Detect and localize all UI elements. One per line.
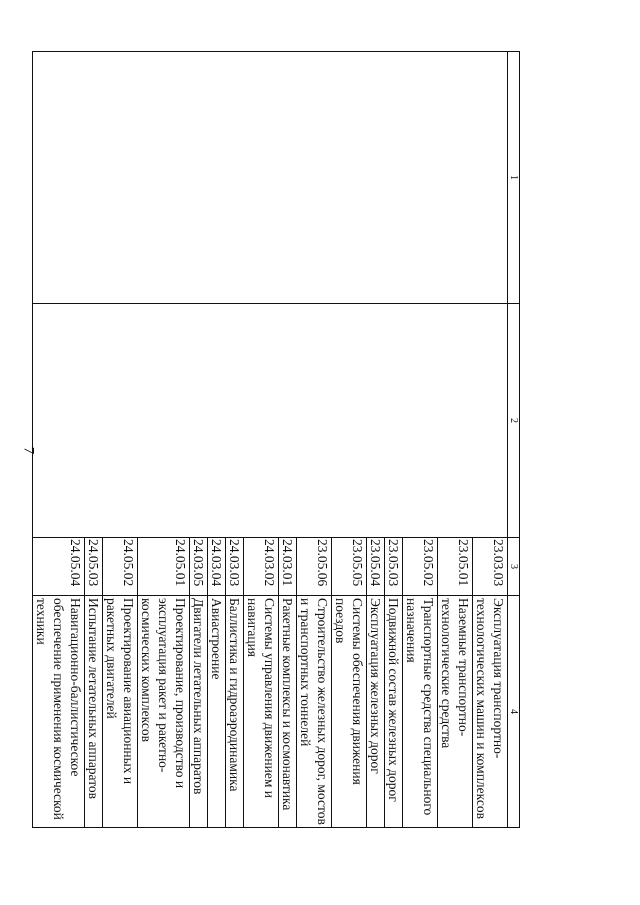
- specialty-name: Системы обеспечения движения поездов: [332, 596, 367, 828]
- specialty-name: Транспортные средства специального назначения: [403, 596, 438, 828]
- specialty-code: 23.05.01: [438, 538, 473, 596]
- page-number: 7: [20, 446, 37, 455]
- specialty-name: Подвижной состав железных дорог: [385, 596, 403, 828]
- specialty-code: 24.03.03: [226, 538, 244, 596]
- specialty-code: 24.03.04: [208, 538, 226, 596]
- specialty-name: Наземные транспортно-технологические средства: [438, 596, 473, 828]
- specialty-code: 23.03.03: [473, 538, 508, 596]
- specialty-name: Проектирование, производство и эксплуатация ракет и ракетно-космических комплексов: [138, 596, 190, 828]
- column-header-3: 3: [508, 538, 520, 596]
- specialty-name: Эксплуатация транспортно-технологических машин и комплексов: [473, 596, 508, 828]
- specialty-name: Проектирование авиационных и ракетных двигателей: [103, 596, 138, 828]
- specialty-name: Навигационно-баллистическое обеспечение применения космической техники: [33, 596, 85, 828]
- specialty-name: Строительство железных дорог, мостов и транспортных тоннелей: [297, 596, 332, 828]
- specialty-name: Эксплуатация железных дорог: [367, 596, 385, 828]
- specialty-name: Испытание летательных аппаратов: [85, 596, 103, 828]
- specialty-code: 23.05.03: [385, 538, 403, 596]
- specialty-code: 23.05.06: [297, 538, 332, 596]
- specialty-code: 24.05.03: [85, 538, 103, 596]
- table-body: [33, 52, 508, 828]
- specialty-name: Системы управления движением и навигация: [244, 596, 279, 828]
- column-header-2: 2: [508, 304, 520, 538]
- specialty-code: 23.05.02: [403, 538, 438, 596]
- specialty-code: 24.05.04: [33, 538, 85, 596]
- specialty-code: 23.05.05: [332, 538, 367, 596]
- specialty-name: Ракетные комплексы и космонавтика: [279, 596, 297, 828]
- column-header-4: 4: [508, 596, 520, 828]
- specialty-code: 24.03.01: [279, 538, 297, 596]
- specialty-code: 24.05.01: [138, 538, 190, 596]
- table-row: [473, 52, 508, 828]
- specialties-table: [32, 51, 520, 828]
- document-sheet: [34, 51, 520, 827]
- column-header-1: 1: [508, 52, 520, 304]
- specialty-code: 23.05.04: [367, 538, 385, 596]
- specialty-name: Баллистика и гидроаэродинамика: [226, 596, 244, 828]
- header-row: [508, 52, 520, 828]
- specialty-name: Авиастроение: [208, 596, 226, 828]
- specialty-code: 24.05.02: [103, 538, 138, 596]
- column-1-cell: [33, 52, 508, 304]
- specialty-name: Двигатели летательных аппаратов: [190, 596, 208, 828]
- specialty-code: 24.03.02: [244, 538, 279, 596]
- column-2-cell: [33, 304, 508, 538]
- specialty-code: 24.03.05: [190, 538, 208, 596]
